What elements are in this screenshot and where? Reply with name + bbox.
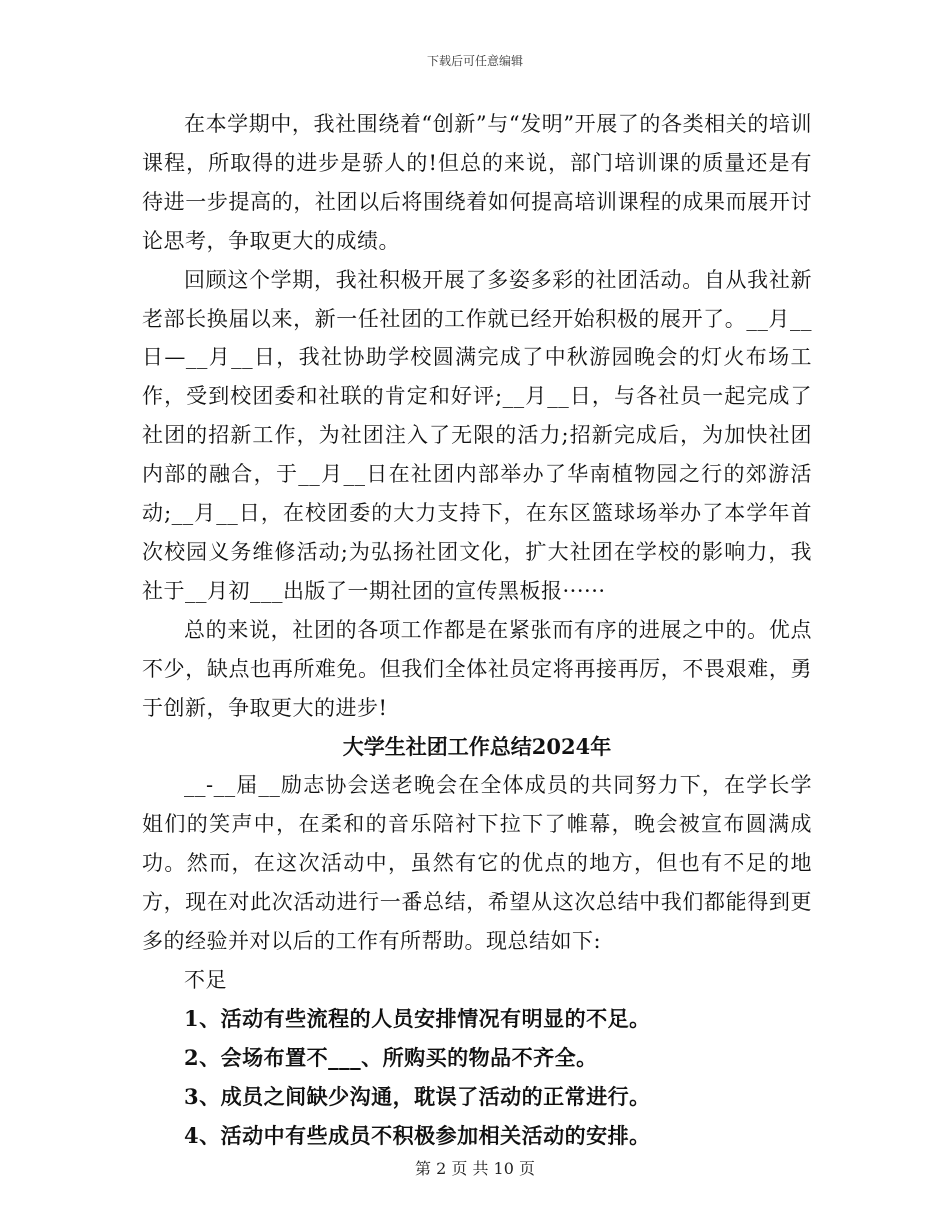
page-header-note: 下载后可任意编辑 — [426, 54, 523, 68]
page-number: 第 2 页 共 10 页 — [415, 1159, 535, 1178]
document-body — [142, 105, 812, 1155]
paragraph-training: 在本学期中，我社围绕着“创新”与“发明”开展了的各类相关的培训课程，所取得的进步是骄人的!但总的来说，部门培训课的质量还是有待进一步提高的，社团以后将围绕着如何提高培训课程的成果而展开讨论思考，争取更大的成绩。 — [142, 112, 812, 253]
list-item: 2、会场布置不___、所购买的物品不齐全。 — [184, 1044, 598, 1070]
paragraph-farewell-party: __-__届__励志协会送老晚会在全体成员的共同努力下，在学长学姐们的笑声中，在柔和的音乐陪衬下拉下了帷幕，晚会被宣布圆满成功。然而，在这次活动中，虽然有它的优点的地方，但也有不足的地方，现在对此次活动进行一番总结，希望从这次总结中我们都能得到更多的经验并对以后的工作有所帮助。现总结如下: — [142, 773, 812, 954]
paragraph-activities: 回顾这个学期，我社积极开展了多姿多彩的社团活动。自从我社新老部长换届以来，新一任社团的工作就已经开始积极的展开了。__月__日—__月__日，我社协助学校圆满完成了中秋游园晚会的灯火布场工作，受到校团委和社联的肯定和好评;__月__日，与各社员一起完成了社团的招新工作，为社团注入了无限的活力;招新完成后，为加快社团内部的融合，于__月__日在社团内部举办了华南植物园之行的郊游活动;__月__日，在校团委的大力支持下，在东区篮球场举办了本学年首次校园义务维修活动;为弘扬社团文化，扩大社团在学校的影响力，我社于__月初___出版了一期社团的宣传黑板报······ — [142, 267, 812, 603]
paragraph-summary: 总的来说，社团的各项工作都是在紧张而有序的进展之中的。优点不少，缺点也再所难免。但我们全体社员定将再接再厉，不畏艰难，勇于创新，争取更大的进步! — [142, 617, 812, 720]
list-item: 1、活动有些流程的人员安排情况有明显的不足。 — [184, 1005, 651, 1031]
list-item: 4、活动中有些成员不积极参加相关活动的安排。 — [184, 1122, 651, 1148]
paragraph-shortcomings-heading: 不足 — [184, 967, 227, 992]
list-item: 3、成员之间缺少沟通，耽误了活动的正常进行。 — [184, 1083, 651, 1109]
section-title: 大学生社团工作总结2024年 — [342, 733, 612, 759]
